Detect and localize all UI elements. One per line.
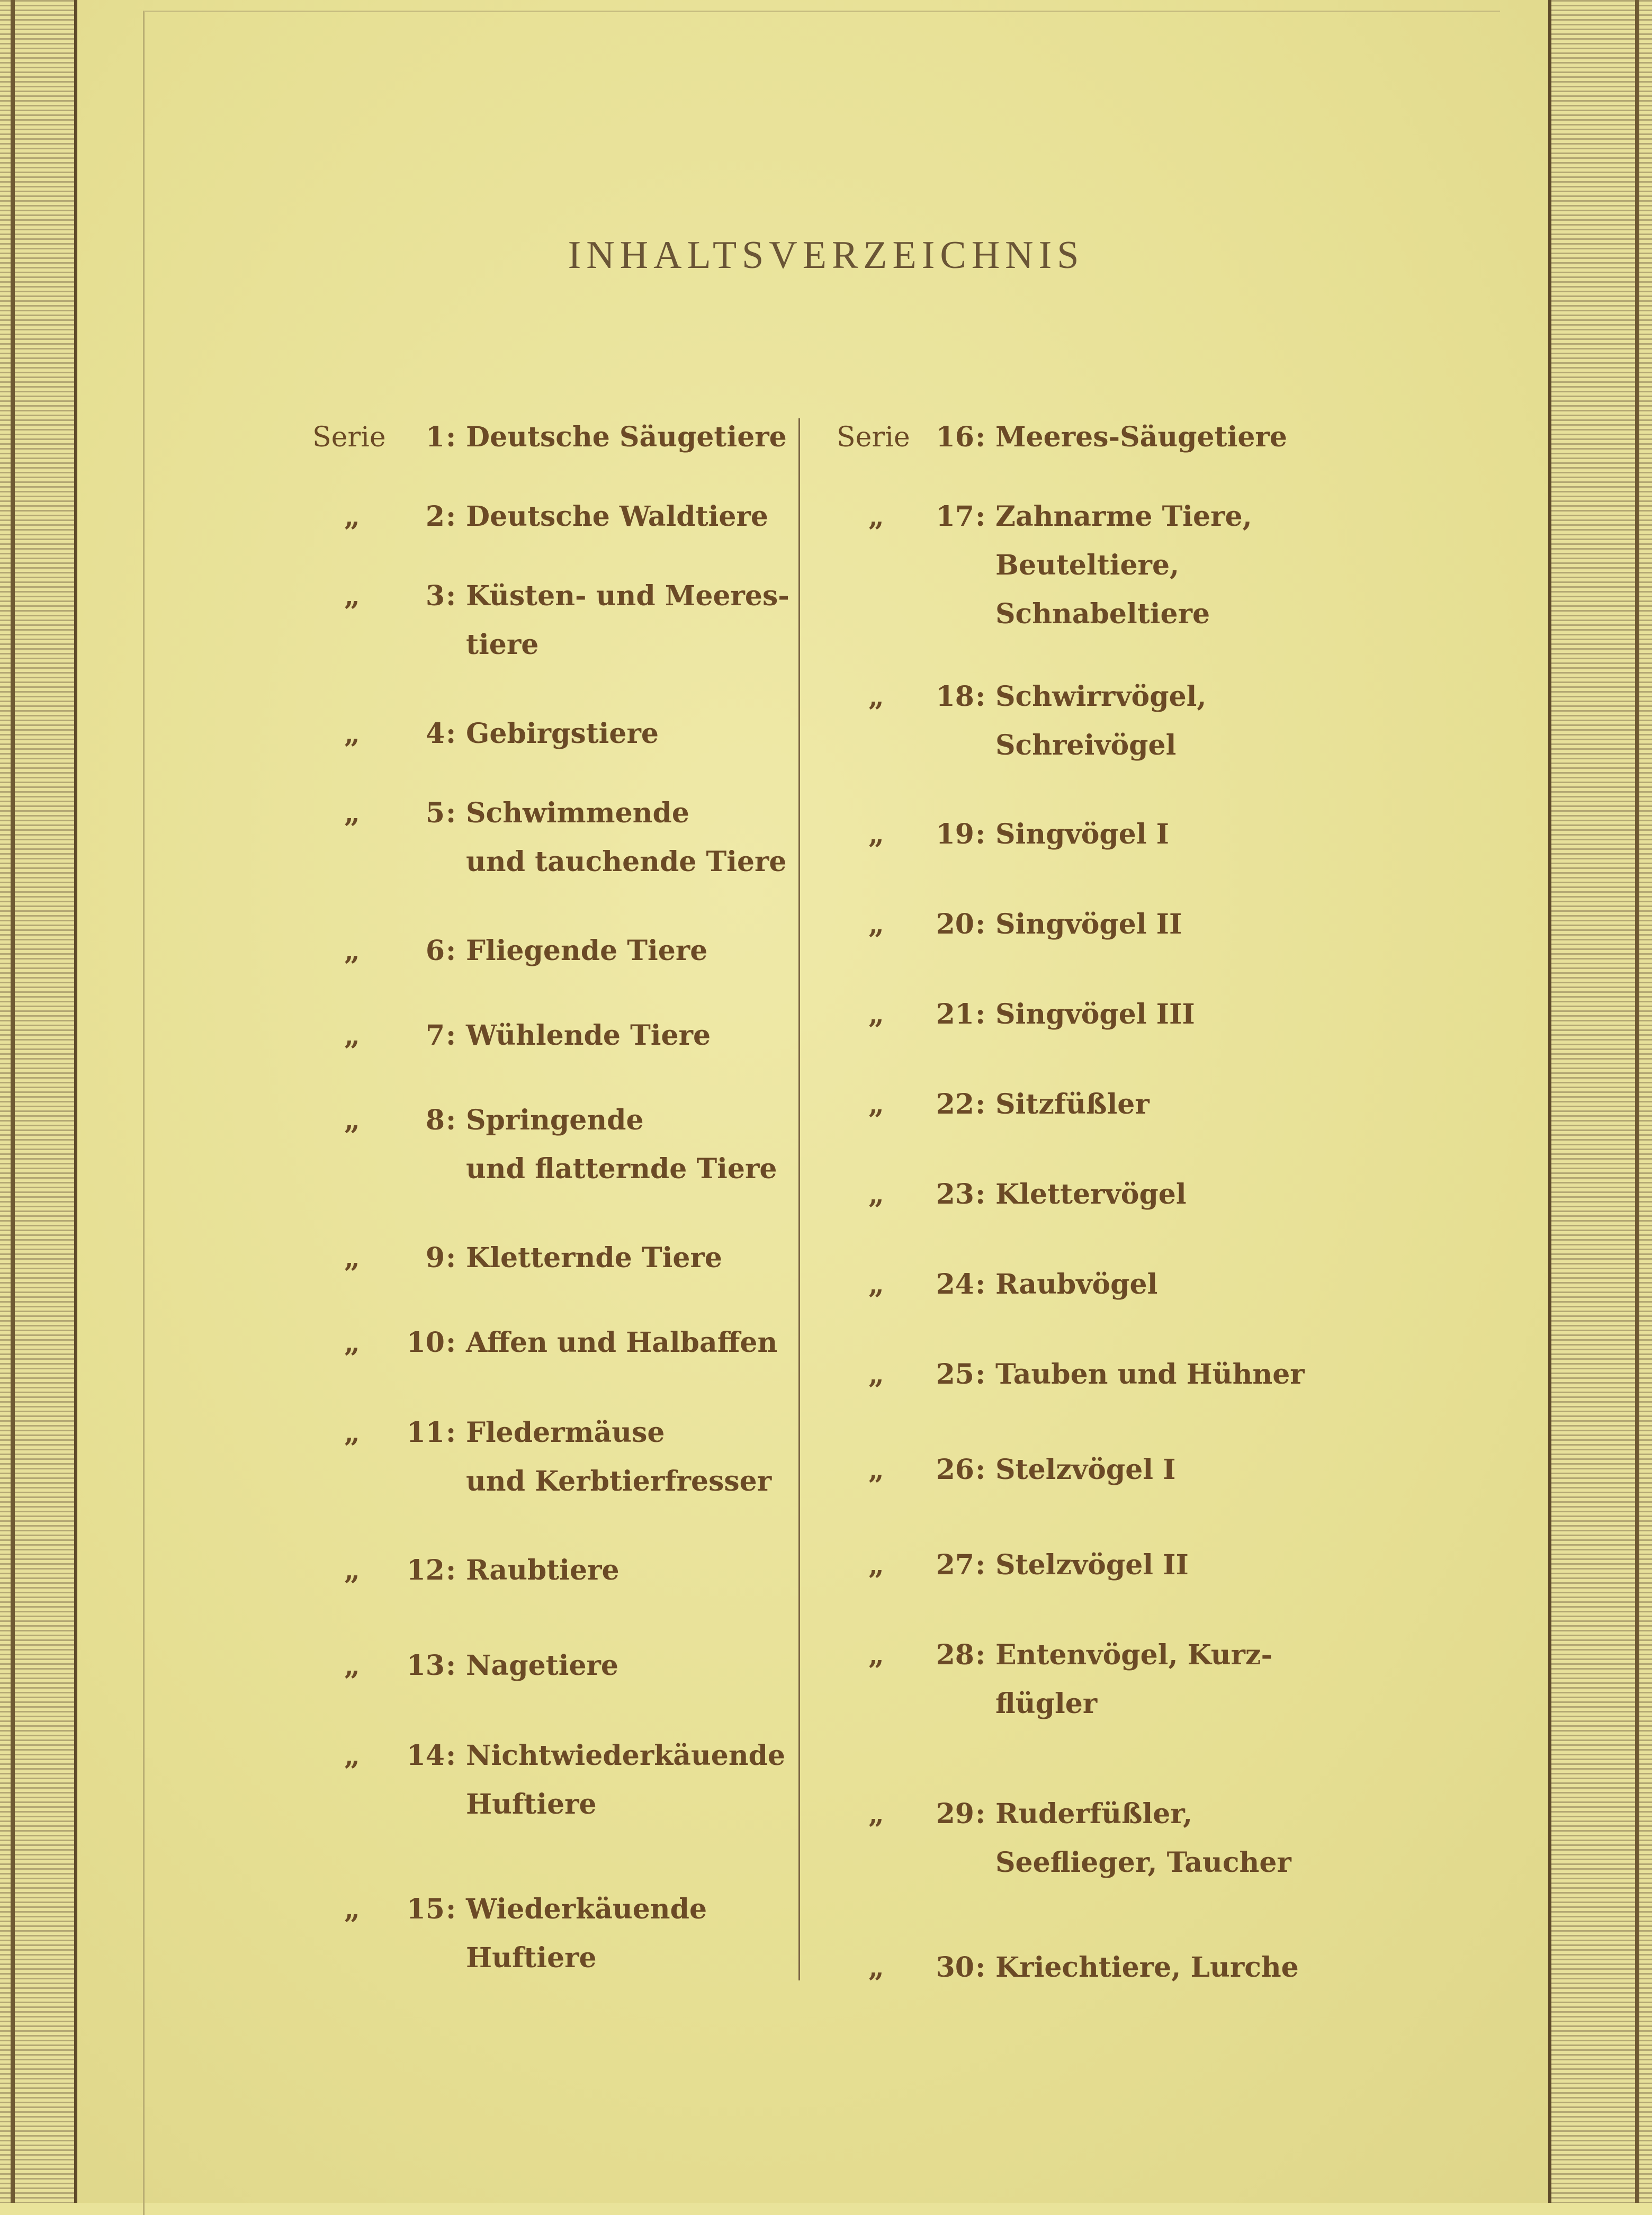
ditto-mark: „ [868,1798,884,1830]
entry-title-line: Meeres-Säugetiere [995,421,1287,453]
series-number: 6 [425,935,445,967]
colon-separator: : [446,1416,456,1449]
ditto-mark: „ [868,818,884,850]
ditto-mark: „ [344,1019,360,1052]
series-number: 4 [425,718,445,750]
entry-title-line: Entenvögel, Kurz- [995,1639,1273,1671]
entry-title-line: Deutsche Waldtiere [466,500,768,533]
ditto-mark: „ [868,998,884,1030]
ditto-mark: „ [344,580,360,612]
entry-title-line: und flatternde Tiere [466,1153,777,1185]
colon-separator: : [975,500,986,533]
series-number: 17 [936,500,974,533]
entry-title-line: Schreivögel [995,729,1177,761]
colon-separator: : [975,1454,986,1486]
entry-title-line: Singvögel III [995,998,1195,1030]
series-number: 2 [425,500,445,533]
entry-title-line: Nagetiere [466,1649,619,1682]
series-number: 29 [936,1798,974,1830]
ditto-mark: „ [868,1639,884,1671]
series-number: 13 [406,1649,445,1682]
series-number: 18 [936,680,974,713]
entry-title-line: Wühlende Tiere [466,1019,711,1052]
entry-title-line: Seeflieger, Taucher [995,1846,1291,1879]
entry-title-line: Springende [466,1104,644,1136]
colon-separator: : [446,1739,456,1772]
page-title: INHALTSVERZEICHNIS [568,234,1084,277]
entry-title-line: Kriechtiere, Lurche [995,1951,1299,1984]
colon-separator: : [975,1951,986,1984]
colon-separator: : [975,1798,986,1830]
series-number: 1 [425,421,445,453]
entry-title-line: Singvögel II [995,908,1182,940]
ditto-mark: „ [868,908,884,940]
entry-title-line: Schwimmende [466,797,689,829]
series-number: 23 [936,1178,974,1210]
series-number: 30 [936,1951,974,1984]
ditto-mark: „ [344,935,360,967]
series-number: 25 [936,1358,974,1391]
entry-title-line: Wiederkäuende [466,1893,707,1925]
series-number: 15 [406,1893,445,1925]
ditto-mark: „ [344,1739,360,1772]
ditto-mark: „ [344,1326,360,1359]
colon-separator: : [446,1649,456,1682]
series-number: 12 [406,1554,445,1586]
series-number: 24 [936,1268,974,1301]
colon-separator: : [975,908,986,940]
ditto-mark: „ [868,500,884,533]
series-number: 5 [425,797,445,829]
entry-title-line: flügler [995,1688,1098,1720]
ditto-mark: „ [344,1416,360,1449]
entry-title-line: Nichtwiederkäuende [466,1739,786,1772]
series-number: 27 [936,1549,974,1581]
entry-title-line: Huftiere [466,1788,597,1821]
entry-title-line: Stelzvögel I [995,1454,1176,1486]
entry-title-line: Raubtiere [466,1554,620,1586]
ditto-mark: „ [868,680,884,713]
entry-title-line: Singvögel I [995,818,1169,850]
ditto-mark: „ [868,1951,884,1984]
entry-title-line: Affen und Halbaffen [466,1326,778,1359]
colon-separator: : [446,421,456,453]
colon-separator: : [975,1178,986,1210]
left-decorative-border [0,0,77,2203]
serie-label: Serie [837,422,910,453]
colon-separator: : [975,1639,986,1671]
colon-separator: : [975,998,986,1030]
ditto-mark: „ [344,797,360,829]
colon-separator: : [446,1242,456,1274]
ditto-mark: „ [868,1268,884,1301]
series-number: 10 [406,1326,445,1359]
entry-title-line: Tauben und Hühner [995,1358,1305,1391]
colon-separator: : [446,797,456,829]
colon-separator: : [975,421,986,453]
colon-separator: : [446,1554,456,1586]
entry-title-line: Fledermäuse [466,1416,665,1449]
ditto-mark: „ [868,1178,884,1210]
ditto-mark: „ [344,500,360,533]
entry-title-line: Raubvögel [995,1268,1158,1301]
entry-title-line: und Kerbtierfresser [466,1465,772,1497]
entry-title-line: Kletternde Tiere [466,1242,722,1274]
series-number: 11 [406,1416,445,1449]
colon-separator: : [446,1104,456,1136]
series-number: 28 [936,1639,974,1671]
colon-separator: : [975,818,986,850]
series-number: 14 [406,1739,445,1772]
right-decorative-border [1548,0,1652,2203]
series-number: 7 [425,1019,445,1052]
entry-title-line: Schnabeltiere [995,598,1210,630]
entry-title-line: Klettervögel [995,1178,1187,1210]
entry-title-line: Schwirrvögel, [995,680,1207,713]
entry-title-line: und tauchende Tiere [466,846,787,878]
colon-separator: : [446,935,456,967]
ditto-mark: „ [344,1649,360,1682]
series-number: 19 [936,818,974,850]
colon-separator: : [446,1019,456,1052]
series-number: 22 [936,1088,974,1120]
series-number: 9 [425,1242,445,1274]
entry-title-line: Küsten- und Meeres- [466,580,789,612]
entry-title-line: Zahnarme Tiere, [995,500,1252,533]
series-number: 26 [936,1454,974,1486]
entry-title-line: Fliegende Tiere [466,935,708,967]
colon-separator: : [446,580,456,612]
colon-separator: : [446,718,456,750]
colon-separator: : [446,1326,456,1359]
series-number: 16 [936,421,974,453]
colon-separator: : [975,1358,986,1391]
entry-title-line: Gebirgstiere [466,718,659,750]
colon-separator: : [975,1088,986,1120]
ditto-mark: „ [344,1893,360,1925]
colon-separator: : [975,1549,986,1581]
ditto-mark: „ [344,1104,360,1136]
ditto-mark: „ [868,1358,884,1391]
entry-title-line: Beuteltiere, [995,549,1180,581]
entry-title-line: Stelzvögel II [995,1549,1189,1581]
entry-title-line: Deutsche Säugetiere [466,421,787,453]
column-divider [798,418,800,1980]
ditto-mark: „ [344,1242,360,1274]
entry-title-line: Ruderfüßler, [995,1798,1193,1830]
serie-label: Serie [312,422,386,453]
entry-title-line: Sitzfüßler [995,1088,1150,1120]
entry-title-line: Huftiere [466,1942,597,1974]
ditto-mark: „ [344,718,360,750]
ditto-mark: „ [868,1454,884,1486]
ditto-mark: „ [868,1549,884,1581]
ditto-mark: „ [868,1088,884,1120]
series-number: 21 [936,998,974,1030]
colon-separator: : [975,1268,986,1301]
entry-title-line: tiere [466,629,539,661]
series-number: 20 [936,908,974,940]
series-number: 8 [425,1104,445,1136]
colon-separator: : [446,500,456,533]
series-number: 3 [425,580,445,612]
ditto-mark: „ [344,1554,360,1586]
colon-separator: : [446,1893,456,1925]
colon-separator: : [975,680,986,713]
